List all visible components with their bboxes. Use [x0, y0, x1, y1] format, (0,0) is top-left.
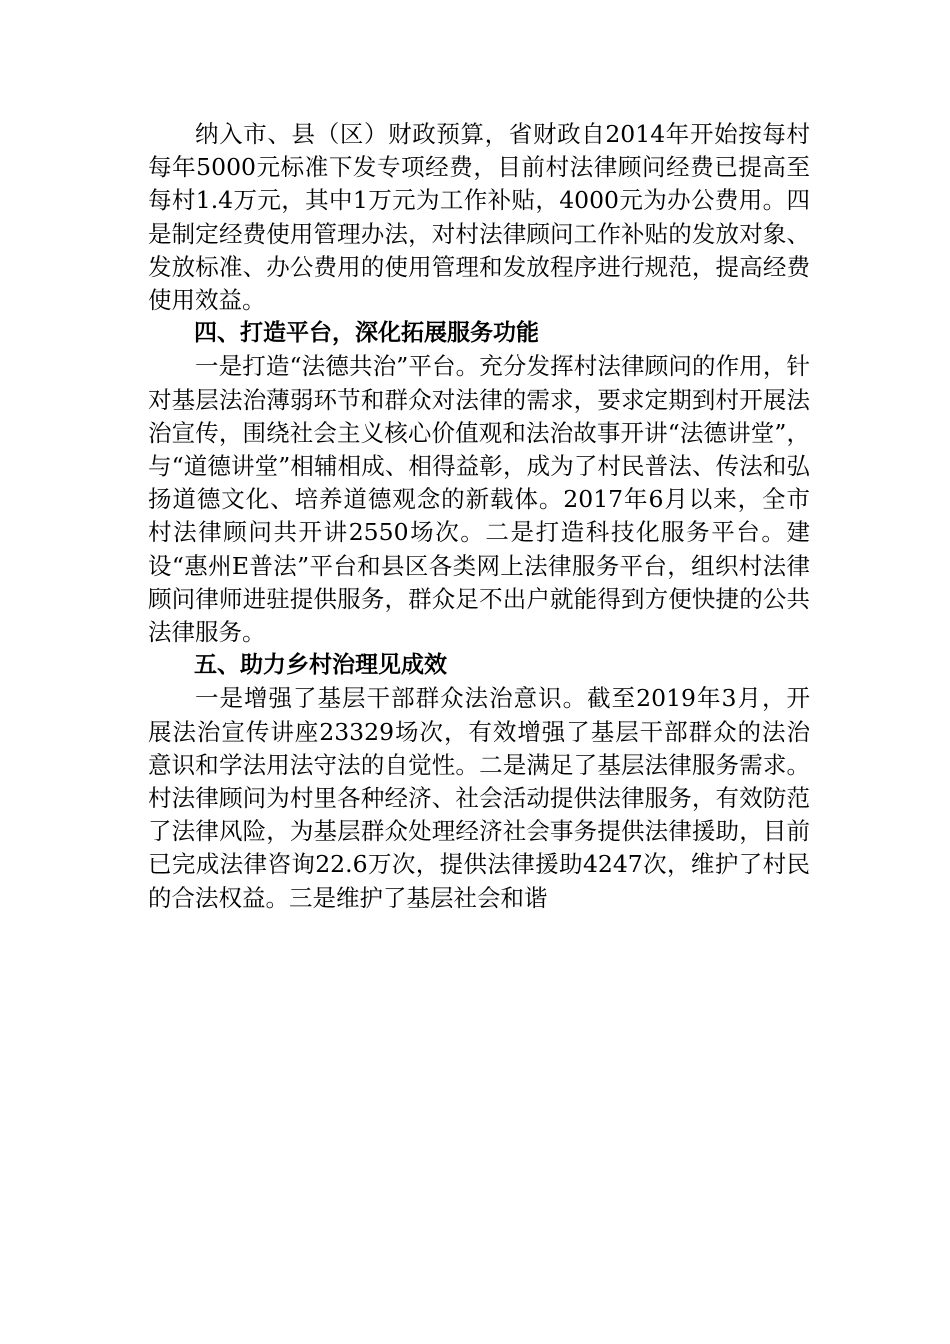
- paragraph-funding: 纳入市、县（区）财政预算，省财政自2014年开始按每村每年5000元标准下发专项经费，目前村法律顾问经费已提高至每村1.4万元，其中1万元为工作补贴，4000元为办公费用。四是制定经费使用管理办法，对村法律顾问工作补贴的发放对象、发放标准、办公费用的使用管理和发放程序进行规范，提高经费使用效益。: [148, 120, 810, 315]
- paragraph-results: 一是增强了基层干部群众法治意识。截至2019年3月，开展法治宣传讲座23329场次，有效增强了基层干部群众的法治意识和学法用法守法的自觉性。二是满足了基层法律服务需求。村法律顾问为村里各种经济、社会活动提供法律服务，有效防范了法律风险，为基层群众处理经济社会事务提供法律援助，目前已完成法律咨询22.6万次，提供法律援助4247次，维护了村民的合法权益。三是维护了基层社会和谐: [148, 684, 810, 912]
- section-heading-5: 五、助力乡村治理见成效: [194, 652, 447, 679]
- section-heading-4: 四、打造平台，深化拓展服务功能: [194, 320, 539, 347]
- paragraph-platform: 一是打造“法德共治”平台。充分发挥村法律顾问的作用，针对基层法治薄弱环节和群众对法律的需求，要求定期到村开展法治宣传，围绕社会主义核心价值观和法治故事开讲“法德讲堂”，与“道德讲堂”相辅相成、相得益彰，成为了村民普法、传法和弘扬道德文化、培养道德观念的新载体。2017年6月以来，全市村法律顾问共开讲2550场次。二是打造科技化服务平台。建设“惠州E普法”平台和县区各类网上法律服务平台，组织村法律顾问律师进驻提供服务，群众足不出户就能得到方便快捷的公共法律服务。: [148, 352, 810, 647]
- document-page: [148, 118, 810, 915]
